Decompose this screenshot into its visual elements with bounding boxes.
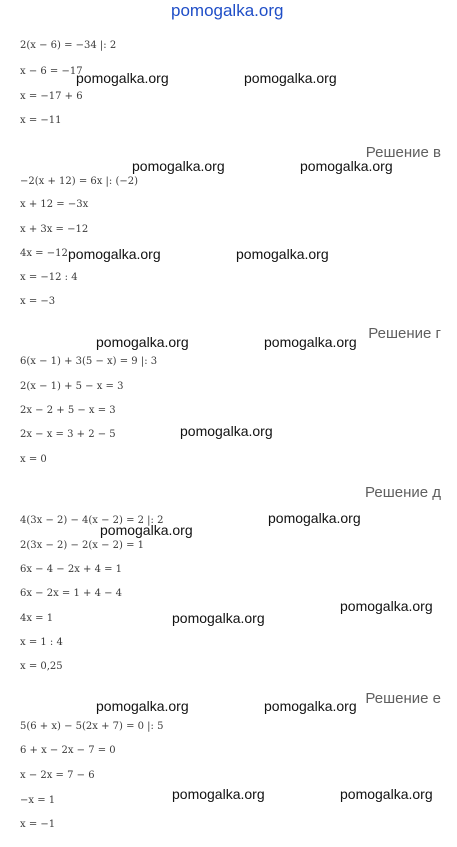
watermark: pomogalka.org <box>96 698 189 714</box>
equation-line: 6x − 2x = 1 + 4 − 4 <box>20 588 123 599</box>
equation-line: x = 0 <box>20 454 47 465</box>
watermark: pomogalka.org <box>244 70 337 86</box>
equation-line: −2(x + 12) = 6x |: (−2) <box>20 176 139 187</box>
watermark: pomogalka.org <box>132 158 225 174</box>
equation-line: 2x − x = 3 + 2 − 5 <box>20 429 116 440</box>
equation-line: 4x = 1 <box>20 613 54 624</box>
section-heading: Решение г <box>368 325 441 342</box>
watermark: pomogalka.org <box>340 786 433 802</box>
watermark: pomogalka.org <box>236 246 329 262</box>
watermark: pomogalka.org <box>172 610 265 626</box>
equation-line: 5(6 + x) − 5(2x + 7) = 0 |: 5 <box>20 721 164 732</box>
equation-line: x = −1 <box>20 819 56 830</box>
equation-line: x = 0,25 <box>20 661 63 672</box>
equation-line: 2(x − 6) = −34 |: 2 <box>20 40 117 51</box>
site-logo[interactable]: pomogalka.org <box>171 1 284 20</box>
watermark: pomogalka.org <box>96 334 189 350</box>
equation-line: 6x − 4 − 2x + 4 = 1 <box>20 564 123 575</box>
watermark: pomogalka.org <box>264 698 357 714</box>
watermark: pomogalka.org <box>300 158 393 174</box>
equation-line: x − 2x = 7 − 6 <box>20 770 95 781</box>
equation-line: x − 6 = −17 <box>20 66 83 77</box>
section-heading: Решение д <box>365 484 441 501</box>
watermark: pomogalka.org <box>172 786 265 802</box>
equation-line: 4x = −12 <box>20 248 68 259</box>
section-heading: Решение в <box>365 144 441 161</box>
section-heading: Решение е <box>365 690 441 707</box>
equation-line: x = −12 : 4 <box>20 272 78 283</box>
watermark: pomogalka.org <box>340 598 433 614</box>
watermark: pomogalka.org <box>180 423 273 439</box>
watermark: pomogalka.org <box>68 246 161 262</box>
equation-line: x = −17 + 6 <box>20 91 83 102</box>
equation-line: 2(x − 1) + 5 − x = 3 <box>20 381 124 392</box>
equation-line: x = 1 : 4 <box>20 637 63 648</box>
watermark: pomogalka.org <box>264 334 357 350</box>
equation-line: x + 12 = −3x <box>20 199 89 210</box>
equation-line: x = −11 <box>20 115 62 126</box>
watermark: pomogalka.org <box>100 522 193 538</box>
watermark: pomogalka.org <box>76 70 169 86</box>
watermark: pomogalka.org <box>268 510 361 526</box>
equation-line: 2(3x − 2) − 2(x − 2) = 1 <box>20 540 145 551</box>
equation-line: x + 3x = −12 <box>20 224 89 235</box>
equation-line: 4(3x − 2) − 4(x − 2) = 2 |: 2 <box>20 515 164 526</box>
equation-line: 6(x − 1) + 3(5 − x) = 9 |: 3 <box>20 356 158 367</box>
equation-line: −x = 1 <box>20 795 56 806</box>
equation-line: 6 + x − 2x − 7 = 0 <box>20 745 116 756</box>
equation-line: 2x − 2 + 5 − x = 3 <box>20 405 116 416</box>
equation-line: x = −3 <box>20 296 56 307</box>
